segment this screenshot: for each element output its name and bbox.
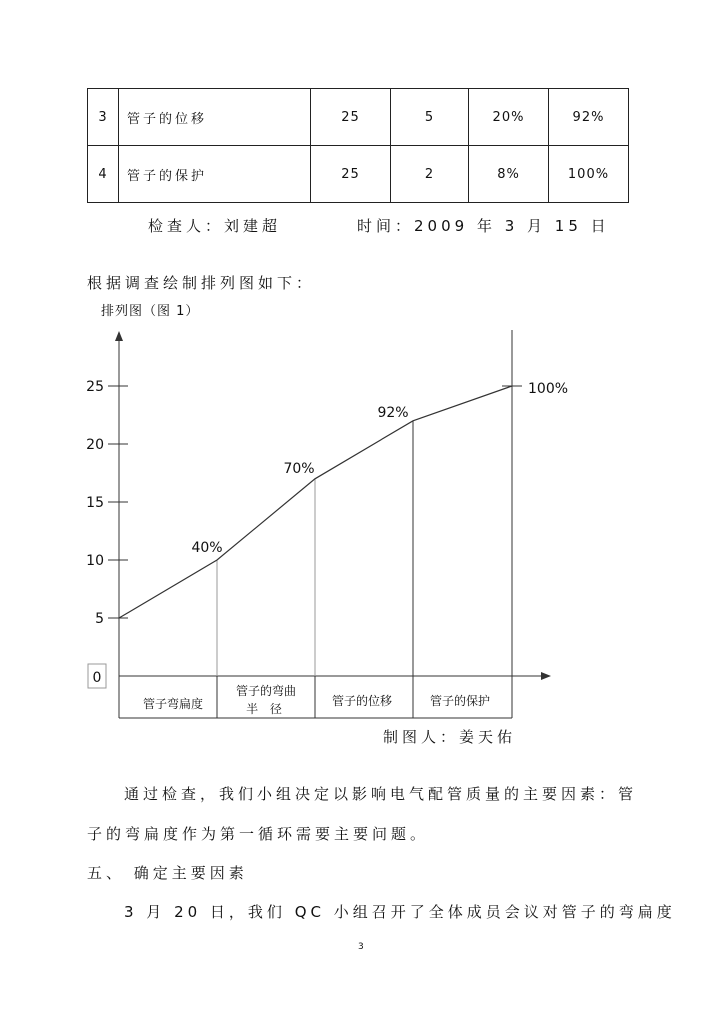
page-number: 3	[358, 942, 364, 952]
figure-caption: 排列图（图 1）	[101, 304, 200, 319]
inspector-line: 检查人：刘建超	[148, 217, 282, 235]
zero-label: 0	[92, 670, 102, 686]
category-label: 管子的保护	[429, 694, 491, 708]
percent-label: 100%	[528, 381, 569, 397]
cell-percent: 20%	[469, 89, 549, 146]
category-label: 半 径	[246, 702, 286, 716]
y-tick-label: 15	[86, 495, 104, 511]
paragraph-line: 通过检查，我们小组决定以影响电气配管质量的主要因素：管	[124, 785, 638, 803]
cell-no: 4	[88, 146, 119, 203]
percent-label: 70%	[283, 460, 315, 477]
intro-text: 根据调查绘制排列图如下：	[87, 274, 316, 292]
chart-author: 制图人：姜天佑	[383, 728, 517, 746]
cell-no: 3	[88, 89, 119, 146]
y-tick-label: 5	[95, 611, 104, 627]
cell-value: 25	[311, 146, 391, 203]
cell-cumulative: 100%	[549, 146, 629, 203]
y-tick-label: 25	[86, 379, 104, 395]
cell-cumulative: 92%	[549, 89, 629, 146]
y-tick-label: 10	[86, 553, 104, 569]
category-label: 管子的弯曲	[235, 684, 297, 698]
cell-percent: 8%	[469, 146, 549, 203]
category-label: 管子弯扁度	[142, 697, 204, 711]
time-line: 时间：2009 年 3 月 15 日	[357, 217, 610, 235]
cell-value: 25	[311, 89, 391, 146]
y-tick-label: 20	[86, 437, 104, 453]
paragraph-line: 子的弯扁度作为第一循环需要主要问题。	[87, 825, 430, 843]
cell-value: 2	[391, 146, 469, 203]
y-axis-arrow	[115, 331, 123, 341]
cell-value: 5	[391, 89, 469, 146]
x-axis-arrow	[541, 672, 551, 680]
cell-item: 管子的保护	[119, 146, 311, 203]
section-heading: 五、 确定主要因素	[87, 864, 248, 882]
cell-item: 管子的位移	[119, 89, 311, 146]
category-label: 管子的位移	[331, 694, 393, 708]
paragraph-line: 3 月 20 日，我们 QC 小组召开了全体成员会议对管子的弯扁度	[124, 903, 676, 921]
percent-label: 40%	[191, 540, 223, 556]
percent-label: 92%	[377, 404, 409, 421]
